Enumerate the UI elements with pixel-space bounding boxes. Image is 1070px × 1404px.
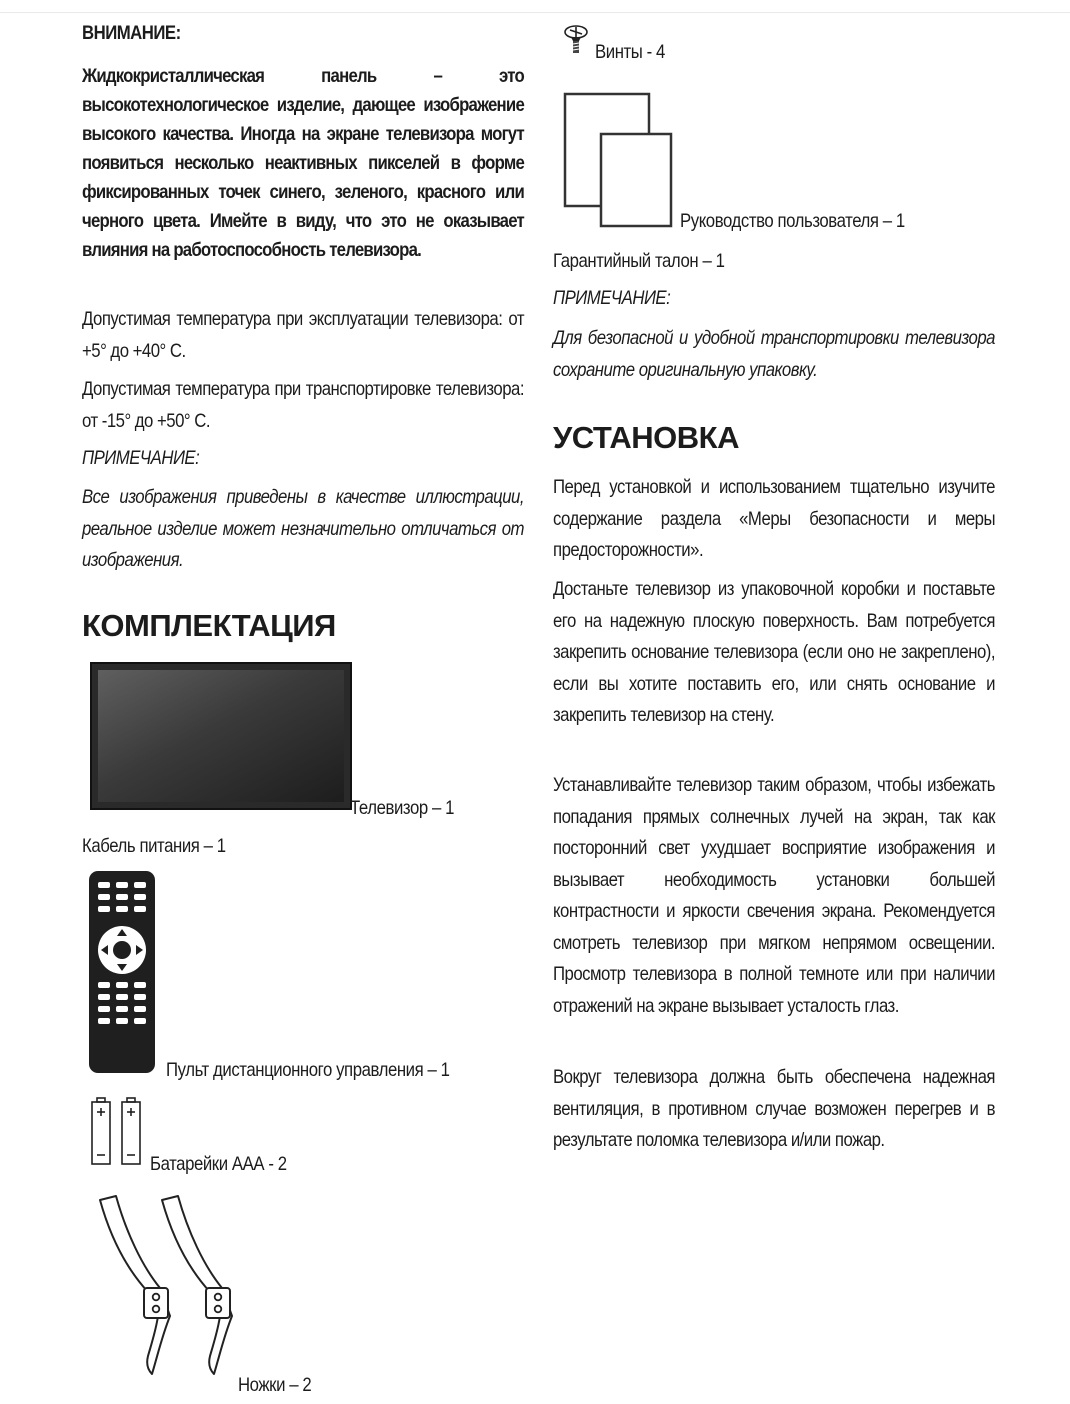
temp-transport: Допустимая температура при транспортировке телевизора: от -15° до +50° С. <box>82 378 524 432</box>
install-title: УСТАНОВКА <box>553 420 739 455</box>
note1-label: ПРИМЕЧАНИЕ: <box>82 447 200 469</box>
note2-label: ПРИМЕЧАНИЕ: <box>553 287 671 309</box>
tv-label: Телевизор – 1 <box>350 797 455 819</box>
remote-illustration <box>88 870 156 1074</box>
install-paragraph-4: Вокруг телевизора должна быть обеспечена надежная вентиляция, в противном случае возможен перегрев и в результате поломка телевизора и/или пожар. <box>553 1066 995 1151</box>
battery-icon <box>90 1096 146 1166</box>
legs-label: Ножки – 2 <box>238 1374 312 1396</box>
legs-illustration <box>96 1192 248 1376</box>
manual-label: Руководство пользователя – 1 <box>680 210 905 232</box>
warranty-label: Гарантийный талон – 1 <box>553 250 725 272</box>
screws-label: Винты - 4 <box>595 41 665 63</box>
warning-title: ВНИМАНИЕ: <box>82 22 181 44</box>
temp-operation: Допустимая температура при эксплуатации телевизора: от +5° до +40° С. <box>82 308 524 362</box>
install-paragraph-3: Устанавливайте телевизор таким образом, чтобы избежать попадания прямых солнечных лучей на экран, так как посторонний свет ухудшает восприятие изображения и вызывает необходимость установки большей контрастности и яркости свечения экрана. Рекомендуется смотреть телевизор при мягком непрямом освещении. Просмотр телевизора в полной темноте или при наличии отражений на экране вызывает усталость глаз. <box>553 774 995 1017</box>
screw-icon <box>563 24 589 58</box>
kit-title: КОМПЛЕКТАЦИЯ <box>82 608 336 643</box>
note1-text: Все изображения приведены в качестве иллюстрации, реальное изделие может незначительно отличаться от изображения. <box>82 486 524 571</box>
warning-text: Жидкокристаллическая панель – это высокотехнологическое изделие, дающее изображение высокого качества. Иногда на экране телевизора могут появиться несколько неактивных пикселей в форме фиксированных точек синего, зеленого, красного или черного цвета. Имейте в виду, что это не оказывает влияния на работоспособность телевизора. <box>82 65 524 261</box>
batteries-label: Батарейки ААА - 2 <box>150 1153 287 1175</box>
tv-illustration <box>90 662 352 810</box>
note2-text: Для безопасной и удобной транспортировки телевизора сохраните оригинальную упаковку. <box>553 327 995 381</box>
power-cable-label: Кабель питания – 1 <box>82 835 226 857</box>
remote-label: Пульт дистанционного управления – 1 <box>166 1059 450 1081</box>
install-paragraph-2: Достаньте телевизор из упаковочной коробки и поставьте его на надежную плоскую поверхность. Вам потребуется закрепить основание телевизора (если оно не закреплено), если вы хотите поставить его, или снять основание и закрепить телевизор на стену. <box>553 578 995 726</box>
install-paragraph-1: Перед установкой и использованием тщательно изучите содержание раздела «Меры безопасности и меры предосторожности». <box>553 476 995 561</box>
top-divider <box>0 12 1070 13</box>
manual-illustration <box>563 90 675 230</box>
